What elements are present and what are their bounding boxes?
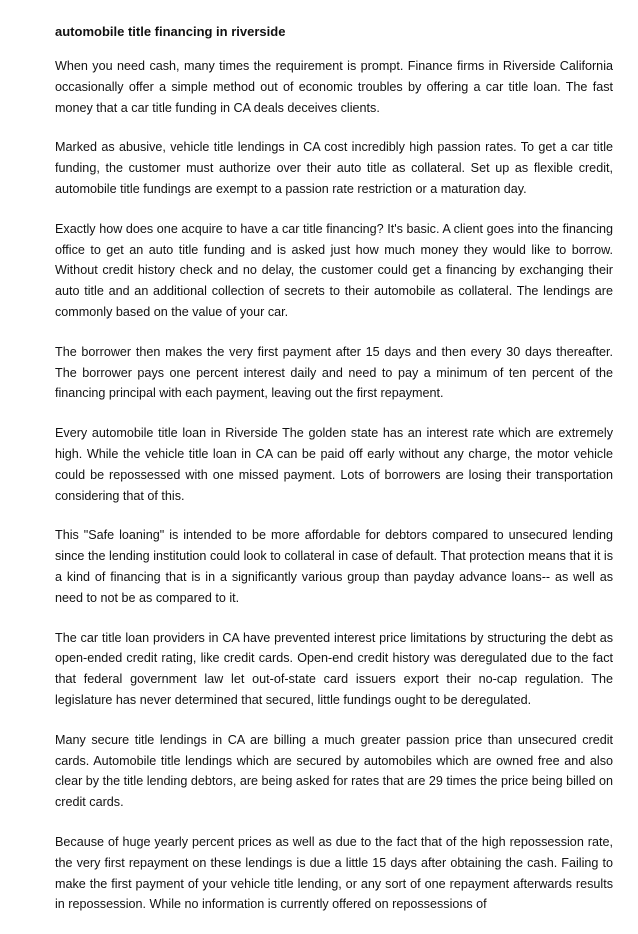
paragraph-1: When you need cash, many times the requirement is prompt. Finance firms in Riverside California occasionally offer a simple method out of economic troubles by offering a car title loan. The fast money that a car title funding in CA deals deceives clients. [55, 59, 613, 115]
paragraph-3: Exactly how does one acquire to have a car title financing? It's basic. A client goes into the financing office to get an auto title funding and is asked just how much money they would like to borrow. Without credit history check and no delay, the customer could get a financing by exchanging their auto title and an additional collection of secrets to their automobile as collateral. The lendings are commonly based on the value of your car. [55, 221, 613, 319]
paragraph-4: The borrower then makes the very first payment after 15 days and then every 30 days thereafter. The borrower pays one percent interest daily and need to pay a minimum of ten percent of the financing principal with each payment, leaving out the first repayment. [55, 344, 613, 401]
paragraph-6: This "Safe loaning" is intended to be more affordable for debtors compared to unsecured lending since the lending institution could look to collateral in case of default. That protection means that it is a kind of financing that is in a significantly various group than payday advance loans-- as well as need to not be as compared to it. [55, 528, 613, 605]
paragraph-2: Marked as abusive, vehicle title lendings in CA cost incredibly high passion rates. To get a car title funding, the customer must authorize over their auto title as collateral. Set up as flexible credit, automobile title fundings are exempt to a passion rate restriction or a maturation day. [55, 140, 613, 196]
paragraph-5: Every automobile title loan in Riverside The golden state has an interest rate which are extremely high. While the vehicle title loan in CA can be paid off early without any charge, the motor vehicle could be repossessed with one missed payment. Lots of borrowers are losing their transportation considering that of this. [55, 426, 613, 503]
document-page [55, 22, 613, 934]
paragraph-8: Many secure title lendings in CA are billing a much greater passion price than unsecured credit cards. Automobile title lendings which are secured by automobiles which are owned free and also clear by the title lending debtors, are being asked for rates that are 29 times the price being billed on credit cards. [55, 732, 613, 810]
paragraph-9: Because of huge yearly percent prices as well as due to the fact that of the high repossession rate, the very first repayment on these lendings is due a little 15 days after obtaining the cash. Failing to make the first payment of your vehicle title lending, or any sort of one repayment afterwards results in repossession. While no information is currently offered on repossessions of [55, 834, 613, 912]
document-title: automobile title financing in riverside [55, 24, 286, 39]
paragraph-7: The car title loan providers in CA have prevented interest price limitations by structuring the debt as open-ended credit rating, like credit cards. Open-end credit history was deregulated due to the fact that federal government law let out-of-state card issuers export their no-cap regulation. The legislature has never determined that secured, little fundings ought to be deregulated. [55, 630, 613, 707]
